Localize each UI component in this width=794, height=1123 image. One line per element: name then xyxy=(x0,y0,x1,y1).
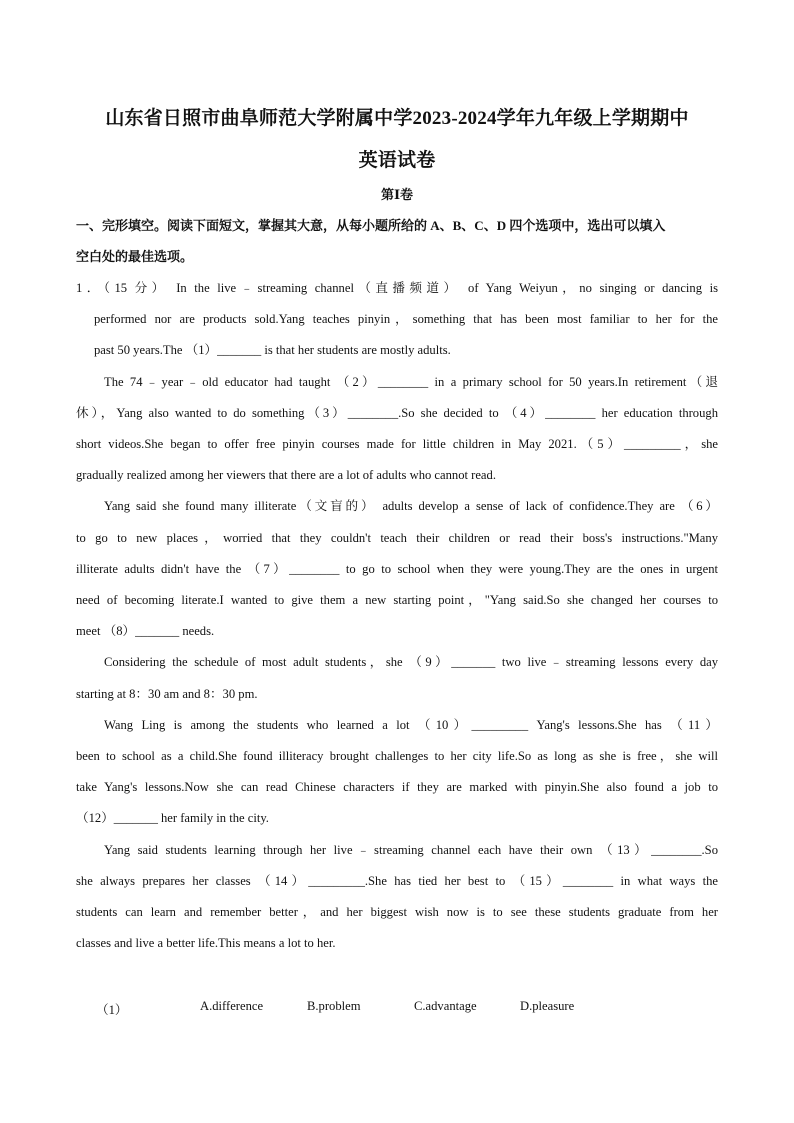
passage-line: 1．（15 分） In the live﹣streaming channel（直播频道） of Yang Weiyun，no singing or dancing is xyxy=(76,281,718,295)
passage-line: gradually realized among her viewers that there are a lot of adults who cannot read. xyxy=(76,468,496,482)
passage-line: she always prepares her classes （14）_________.She has tied her best to （15）________ in what ways the xyxy=(76,874,718,888)
instruction-line: 空白处的最佳选项。 xyxy=(76,249,194,264)
passage-line: classes and live a better life.This means a lot to her. xyxy=(76,936,336,950)
passage-line: been to school as a child.She found illiteracy brought challenges to her city life.So as long as she is free，she will xyxy=(76,749,718,763)
document-title-subject: 英语试卷 xyxy=(358,150,436,171)
passage-line: Yang said students learning through her live﹣streaming channel each have their own （13）________.So xyxy=(104,843,718,857)
passage-line: illiterate adults didn't have the （7）________ to go to school when they were young.They are the ones in urgent xyxy=(76,562,718,576)
passage-line: Considering the schedule of most adult students，she （9）_______ two live﹣streaming lessons every day xyxy=(104,655,718,669)
passage-line: to go to new places，worried that they couldn't teach their children or read their boss's instructions."Many xyxy=(76,531,718,545)
section-instructions xyxy=(76,210,718,272)
passage-line: Yang said she found many illiterate（文盲的） adults develop a sense of lack of confidence.They are （6） xyxy=(104,499,718,513)
instruction-line: 一、完形填空。阅读下面短文，掌握其大意，从每小题所给的 A、B、C、D 四个选项中，选出可以填入 xyxy=(76,218,666,233)
passage-line: （12）_______ her family in the city. xyxy=(76,811,269,825)
passage-line: 休），Yang also wanted to do something（3）________.So she decided to （4）________ her education through xyxy=(76,406,718,420)
passage-line: need of becoming literate.I wanted to give them a new starting point，"Yang said.So she changed her courses to xyxy=(76,593,718,607)
passage-line: performed nor are products sold.Yang teaches pinyin，something that has been most familiar to her for the xyxy=(94,312,718,326)
option-a[interactable]: A.difference xyxy=(200,999,264,1013)
document-title: 山东省日照市曲阜师范大学附属中学2023-2024学年九年级上学期期中 xyxy=(105,108,689,129)
passage-line: The 74﹣year﹣old educator had taught （2）________ in a primary school for 50 years.In retirement（退 xyxy=(104,375,718,389)
option-d[interactable]: D.pleasure xyxy=(520,999,575,1013)
passage-line: short videos.She began to offer free pinyin courses made for little children in May 2021.（5）_________，she xyxy=(76,437,718,451)
section-label: 第Ⅰ卷 xyxy=(380,187,414,202)
passage-line: past 50 years.The （1）_______ is that her students are mostly adults. xyxy=(94,343,451,357)
question-number: （1） xyxy=(96,1003,128,1017)
passage-line: starting at 8：30 am and 8：30 pm. xyxy=(76,687,258,701)
passage-line: take Yang's lessons.Now she can read Chinese characters if they are marked with pinyin.She also found a job to xyxy=(76,780,718,794)
option-b[interactable]: B.problem xyxy=(307,999,361,1013)
option-c[interactable]: C.advantage xyxy=(414,999,477,1013)
passage-line: meet （8）_______ needs. xyxy=(76,624,215,638)
passage-line: students can learn and remember better，and her biggest wish now is to see these students graduate from her xyxy=(76,905,718,919)
passage-line: Wang Ling is among the students who learned a lot （10）_________ Yang's lessons.She has （11） xyxy=(104,718,718,732)
